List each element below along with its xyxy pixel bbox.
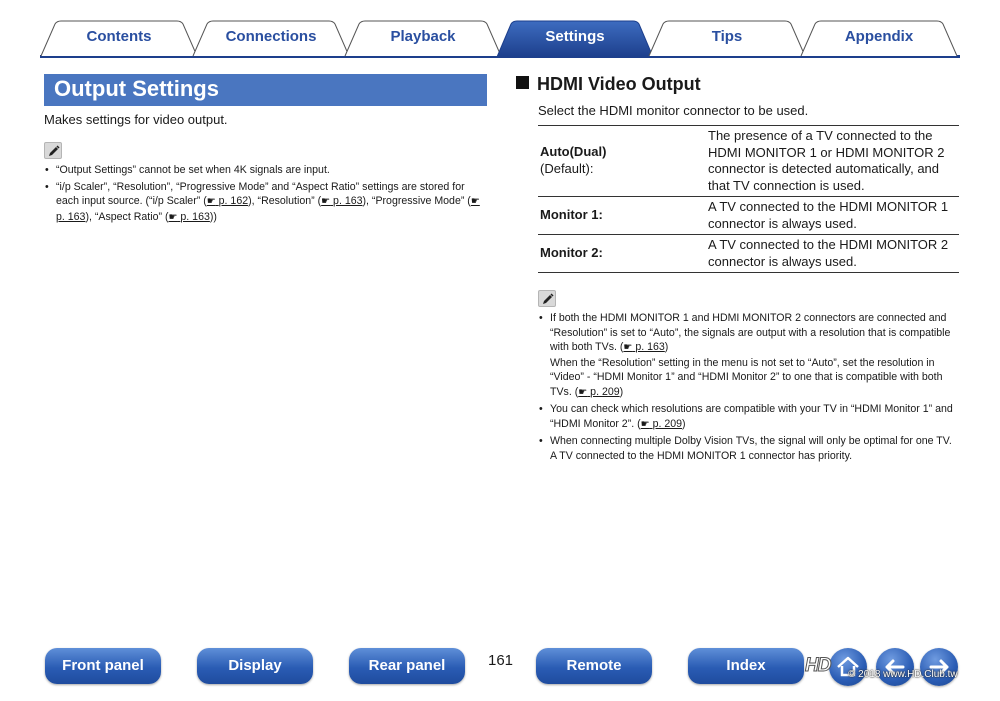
table-key — [540, 207, 603, 224]
table-key-sub: (Default): — [540, 160, 594, 176]
note-text: “i/p Scaler”, “Resolution”, “Progressive Mode” and “Aspect Ratio” settings are stored for each input source. (“i/p Scaler” ( — [56, 180, 465, 207]
page-ref-text: p. 163 — [635, 341, 665, 353]
tab-appendix-label: Appendix — [844, 28, 914, 45]
page-ref-text: p. 209 — [652, 417, 683, 430]
tab-playback-label: Playback — [390, 28, 456, 45]
tab-tips[interactable] — [648, 20, 806, 56]
tab-appendix[interactable] — [800, 20, 958, 56]
note-text: )) — [209, 210, 217, 223]
rear-panel-button[interactable]: Rear panel — [349, 648, 465, 684]
hand-pointer-icon: ☛ — [470, 196, 480, 207]
tab-connections-label: Connections — [225, 28, 317, 45]
table-value: A TV connected to the HDMI MONITOR 1 connector is always used. — [708, 199, 949, 231]
subsection-title-text: HDMI Video Output — [537, 74, 701, 94]
page-ref-link[interactable] — [207, 195, 248, 207]
tab-settings-label: Settings — [545, 28, 605, 45]
note-text: You can check which resolutions are compatible with your TV in “HDMI Monitor 1” and “HDMI Monitor 2”. ( — [550, 403, 953, 430]
note-text: If both the HDMI MONITOR 1 and HDMI MONITOR 2 connectors are connected and “Resolution” is set to “Auto”, the signals are output with a resolution that is compatible with both TVs. ( — [550, 312, 951, 353]
display-button[interactable]: Display — [197, 648, 313, 684]
note-text: ) — [619, 385, 624, 398]
tab-connections[interactable] — [192, 20, 350, 56]
note-text: ), “Aspect Ratio” ( — [85, 210, 169, 223]
hand-pointer-icon: ☛ — [168, 211, 178, 223]
tab-tips-label: Tips — [711, 28, 743, 45]
table-key — [540, 245, 603, 262]
hand-pointer-icon: ☛ — [623, 342, 633, 353]
hand-pointer-icon: ☛ — [321, 196, 331, 207]
tab-contents-label: Contents — [86, 28, 152, 45]
left-notes-list — [44, 163, 489, 227]
table-row — [538, 235, 959, 273]
list-item — [44, 180, 489, 226]
note-text: ), “Progressive Mode” ( — [362, 195, 471, 207]
watermark-logo: HD — [805, 655, 831, 676]
page-ref-text: p. 163 — [56, 210, 86, 223]
note-text: When connecting multiple Dolby Vision TVs, the signal will only be optimal for one TV. A TV connected to the HDMI MONITOR 1 connector has priority. — [550, 435, 952, 462]
page-ref-link[interactable] — [168, 211, 209, 223]
page-ref-link[interactable] — [641, 418, 682, 430]
remote-button[interactable]: Remote — [536, 648, 652, 684]
note-text: ) — [682, 417, 686, 430]
page-ref-link[interactable] — [578, 386, 619, 398]
table-value: A TV connected to the HDMI MONITOR 2 connector is always used. — [708, 237, 949, 269]
page-ref-text: p. 162 — [218, 195, 249, 207]
table-key-label: Monitor 2: — [540, 245, 603, 260]
front-panel-button[interactable]: Front panel — [45, 648, 161, 684]
note-text: “Output Settings” cannot be set when 4K signals are input. — [56, 164, 330, 176]
pencil-icon — [44, 142, 62, 159]
page-ref-link[interactable] — [623, 341, 664, 353]
subsection-desc: Select the HDMI monitor connector to be used. — [538, 103, 809, 118]
table-value: The presence of a TV connected to the HDMI MONITOR 1 or HDMI MONITOR 2 connector is detected automatically, and that TV connection is used. — [708, 128, 945, 193]
list-item — [44, 163, 489, 178]
table-key-label: Auto(Dual) — [540, 144, 607, 159]
list-item — [538, 311, 958, 400]
tab-bar — [40, 20, 960, 58]
section-title: Output Settings — [44, 74, 487, 106]
table-key-label: Monitor 1: — [540, 207, 603, 222]
page-number: 161 — [488, 652, 514, 669]
table-row — [538, 126, 959, 197]
table-row — [538, 197, 959, 235]
note-text: When the “Resolution” setting in the menu is not set to “Auto”, set the resolution in “Video” - “HDMI Monitor 1” and “HDMI Monitor 2” to one that is compatible with both TVs. ( — [550, 356, 943, 398]
watermark-text: © 2018 www.HD.Club.tw — [848, 669, 958, 680]
right-notes-list — [538, 311, 958, 465]
list-item — [538, 434, 958, 463]
page-ref-link[interactable] — [321, 195, 362, 207]
tab-settings[interactable] — [496, 20, 654, 56]
watermark — [805, 655, 980, 683]
page-ref-text: p. 163 — [333, 195, 363, 207]
square-bullet-icon — [516, 76, 529, 89]
note-text: ) — [664, 341, 669, 353]
list-item — [538, 402, 958, 432]
hand-pointer-icon: ☛ — [640, 418, 650, 430]
tab-playback[interactable] — [344, 20, 502, 56]
options-table — [538, 125, 959, 273]
pencil-icon — [538, 290, 556, 307]
section-intro: Makes settings for video output. — [44, 112, 228, 127]
index-button[interactable]: Index — [688, 648, 804, 684]
hand-pointer-icon: ☛ — [206, 196, 216, 207]
page-ref-text: p. 209 — [590, 385, 620, 398]
table-key — [540, 144, 606, 177]
page-ref-text: p. 163 — [180, 210, 210, 223]
tab-contents[interactable] — [40, 20, 198, 56]
subsection-title — [516, 74, 701, 95]
note-text: ), “Resolution” ( — [248, 195, 322, 207]
hand-pointer-icon: ☛ — [578, 386, 588, 398]
